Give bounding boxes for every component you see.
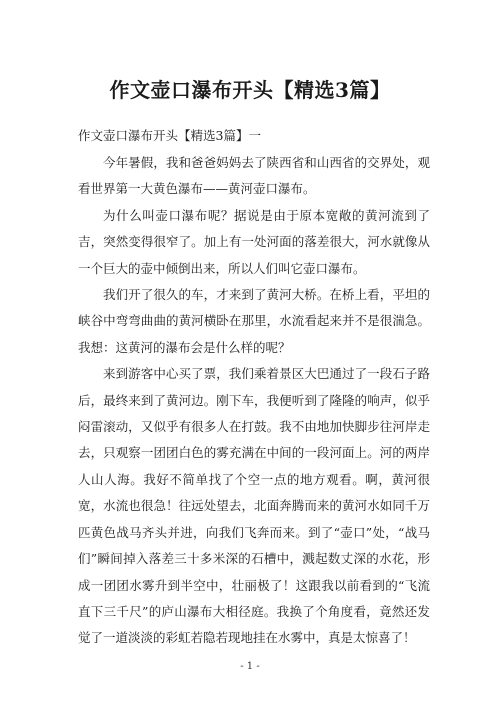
- paragraph: 今年暑假，我和爸爸妈妈去了陕西省和山西省的交界处，观看世界第一大黄色瀑布——黄河壶口瀑布。: [78, 155, 430, 197]
- paragraph: 我们开了很久的车，才来到了黄河大桥。在桥上看，平坦的峡谷中弯弯曲曲的黄河横卧在那里，水流看起来并不是很湍急。我想：这黄河的瀑布会是什么样的呢？: [78, 287, 430, 355]
- document-title: 作文壶口瀑布开头【精选3篇】: [109, 78, 391, 102]
- page-number: - 1 -: [240, 661, 260, 672]
- paragraph: 来到游客中心买了票，我们乘着景区大巴通过了一段石子路后，最终来到了黄河边。刚下车，我便听到了隆隆的响声，似乎闷雷滚动，又似乎有很多人在打鼓。我不由地加快脚步往河岸走去，只观察一团团白色的雾充满在中间的一段河面上。河的两岸人山人海。我好不简单找了个空一点的地方观看。啊，黄河很宽，水流也很急！往远处望去，北面奔腾而来的黄河水如同千万匹黄色战马齐头并进，向我们飞奔而来。到了“壶口”处，“战马们”瞬间掉入落差三十多米深的石槽中，溅起数丈深的水花，形成一团团水雾升到半空中，壮丽极了！这跟我以前看到的“飞流直下三千尺”的庐山瀑布大相径庭。我换了个角度看，竟然还发觉了一道淡淡的彩虹若隐若现地挂在水雾中，真是太惊喜了！: [78, 366, 430, 646]
- paragraph: 为什么叫壶口瀑布呢？据说是由于原本宽敞的黄河流到了吉，突然变得很窄了。加上有一处河面的落差很大，河水就像从一个巨大的壶中倾倒出来，所以人们叫它壶口瀑布。: [78, 207, 430, 276]
- section-subtitle: 作文壶口瀑布开头【精选3篇】一: [78, 128, 261, 143]
- document-body: [78, 150, 430, 652]
